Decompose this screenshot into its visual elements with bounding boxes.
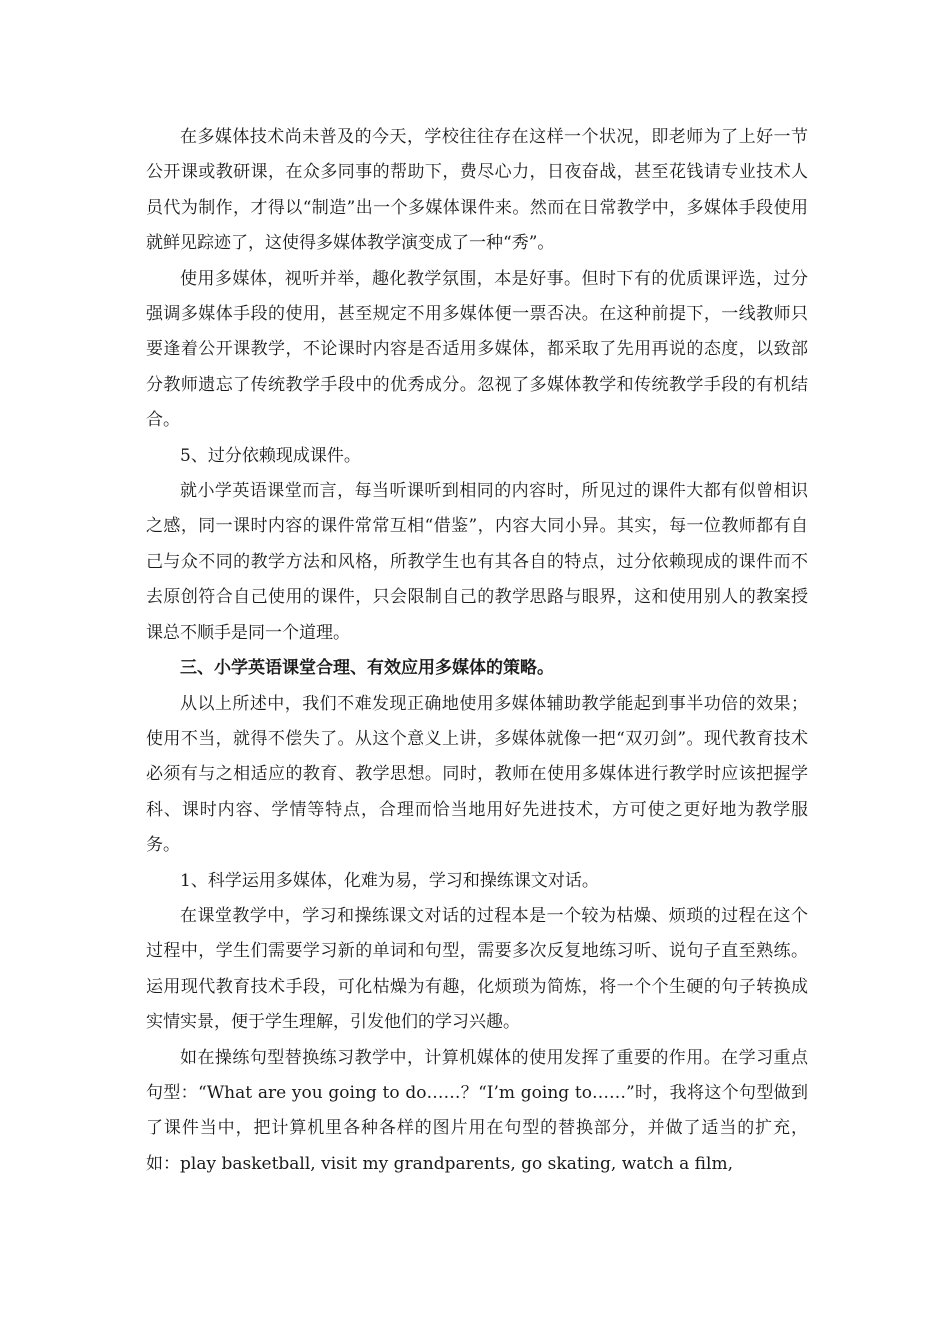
- paragraph-point-5: 5、过分依赖现成课件。: [180, 445, 361, 466]
- document-page: [146, 120, 808, 1182]
- paragraph-courseware-reliance: 就小学英语课堂而言，每当听课听到相同的内容时，所见过的课件大都有似曾相识之感，同一课时内容的课件常常互相“借鉴”，内容大同小异。其实，每一位教师都有自己与众不同的教学方法和风格，所教学生也有其各自的特点，过分依赖现成的课件而不去原创符合自己使用的课件，只会限制自己的教学思路与眼界，这和使用别人的教案授课总不顺手是同一个道理。: [146, 481, 808, 643]
- paragraph-point-1: 1、科学运用多媒体，化难为易，学习和操练课文对话。: [180, 870, 599, 891]
- section-heading-strategies: 三、小学英语课堂合理、有效应用多媒体的策略。: [180, 658, 554, 679]
- paragraph-sentence-drill: 如在操练句型替换练习教学中，计算机媒体的使用发挥了重要的作用。在学习重点句型：“What are you going to do……？“I’m going to……”时，我将这个句型做到了课件当中，把计算机里各种各样的图片用在句型的替换部分，并做了适当的扩充，如：play basketball, visit my grandparents, go skating, watch a film,: [146, 1047, 808, 1174]
- paragraph-overemphasis: 使用多媒体，视听并举，趣化教学氛围，本是好事。但时下有的优质课评选，过分强调多媒体手段的使用，甚至规定不用多媒体便一票否决。在这种前提下，一线教师只要逢着公开课教学，不论课时内容是否适用多媒体，都采取了先用再说的态度，以致部分教师遗忘了传统教学手段中的优秀成分。忽视了多媒体教学和传统教学手段的有机结合。: [146, 268, 808, 431]
- paragraph-multimedia-show: 在多媒体技术尚未普及的今天，学校往往存在这样一个状况，即老师为了上好一节公开课或教研课，在众多同事的帮助下，费尽心力，日夜奋战，甚至花钱请专业技术人员代为制作，才得以“制造”出一个多媒体课件来。然而在日常教学中，多媒体手段使用就鲜见踪迹了，这使得多媒体教学演变成了一种“秀”。: [146, 127, 808, 254]
- paragraph-double-edged-sword: 从以上所述中，我们不难发现正确地使用多媒体辅助教学能起到事半功倍的效果；使用不当，就得不偿失了。从这个意义上讲，多媒体就像一把“双刃剑”。现代教育技术必须有与之相适应的教育、教学思想。同时，教师在使用多媒体进行教学时应该把握学科、课时内容、学情等特点，合理而恰当地用好先进技术，方可使之更好地为教学服务。: [146, 693, 808, 856]
- paragraph-dialogue-practice: 在课堂教学中，学习和操练课文对话的过程本是一个较为枯燥、烦琐的过程在这个过程中，学生们需要学习新的单词和句型，需要多次反复地练习听、说句子直至熟练。运用现代教育技术手段，可化枯燥为有趣，化烦琐为简炼，将一个个生硬的句子转换成实情实景，便于学生理解，引发他们的学习兴趣。: [146, 905, 808, 1033]
